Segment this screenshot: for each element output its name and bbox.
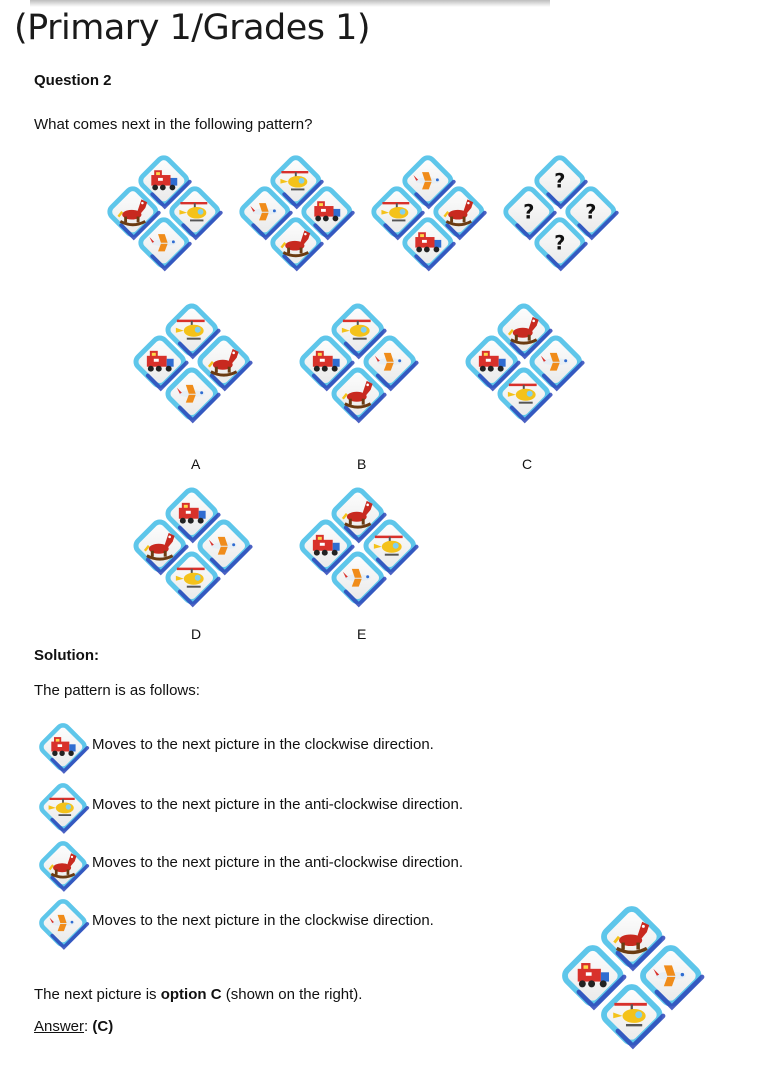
question-title: Question 2 <box>34 72 112 89</box>
solution-intro: The pattern is as follows: <box>34 682 200 699</box>
option-c-figure[interactable] <box>462 300 586 424</box>
helicopter-tile-icon <box>597 980 667 1050</box>
airplane-tile-icon <box>162 364 222 424</box>
option-a-label: A <box>191 456 201 472</box>
answer-figure <box>558 902 706 1050</box>
train-tile-icon <box>399 214 457 272</box>
answer-value: (C) <box>92 1018 114 1035</box>
helicopter-tile-icon <box>36 780 90 834</box>
solution-title: Solution: <box>34 647 99 664</box>
option-c-label: C <box>522 456 533 472</box>
svg-text:?: ? <box>554 169 566 193</box>
svg-text:?: ? <box>554 231 566 255</box>
question-tile-icon <box>531 214 589 272</box>
option-d-label: D <box>191 626 202 642</box>
rule-text: Moves to the next picture in the clockwise direction. <box>92 912 434 929</box>
airplane-tile-icon <box>36 896 90 950</box>
pattern-figure-2 <box>236 152 356 272</box>
option-d-figure[interactable] <box>130 484 254 608</box>
answer-label: Answer <box>34 1018 85 1035</box>
rule-text: Moves to the next picture in the anti-clockwise direction. <box>92 796 464 813</box>
option-e-figure[interactable] <box>296 484 420 608</box>
option-b-label: B <box>357 456 367 472</box>
rule-text: Moves to the next picture in the clockwise direction. <box>92 736 434 753</box>
horse-tile-icon <box>267 214 325 272</box>
airplane-tile-icon <box>135 214 193 272</box>
conclusion-text: The next picture is option C (shown on the right). <box>34 986 363 1003</box>
option-b-figure[interactable] <box>296 300 420 424</box>
svg-text:?: ? <box>523 200 535 224</box>
grade-title: (Primary 1/Grades 1) <box>14 8 371 48</box>
pattern-figure-unknown <box>500 152 620 272</box>
option-a-figure[interactable] <box>130 300 254 424</box>
pattern-figure-3 <box>368 152 488 272</box>
top-shadow-bar <box>30 0 550 7</box>
svg-text:?: ? <box>585 200 597 224</box>
airplane-tile-icon <box>328 548 388 608</box>
helicopter-tile-icon <box>494 364 554 424</box>
train-tile-icon <box>36 720 90 774</box>
pattern-figure-1 <box>104 152 224 272</box>
answer-line: Answer: (C) <box>34 1018 114 1035</box>
helicopter-tile-icon <box>162 548 222 608</box>
question-text: What comes next in the following pattern? <box>34 116 313 133</box>
horse-tile-icon <box>328 364 388 424</box>
horse-tile-icon <box>36 838 90 892</box>
conclusion-option: option C <box>160 986 222 1003</box>
rule-text: Moves to the next picture in the anti-clockwise direction. <box>92 854 464 871</box>
option-e-label: E <box>357 626 367 642</box>
